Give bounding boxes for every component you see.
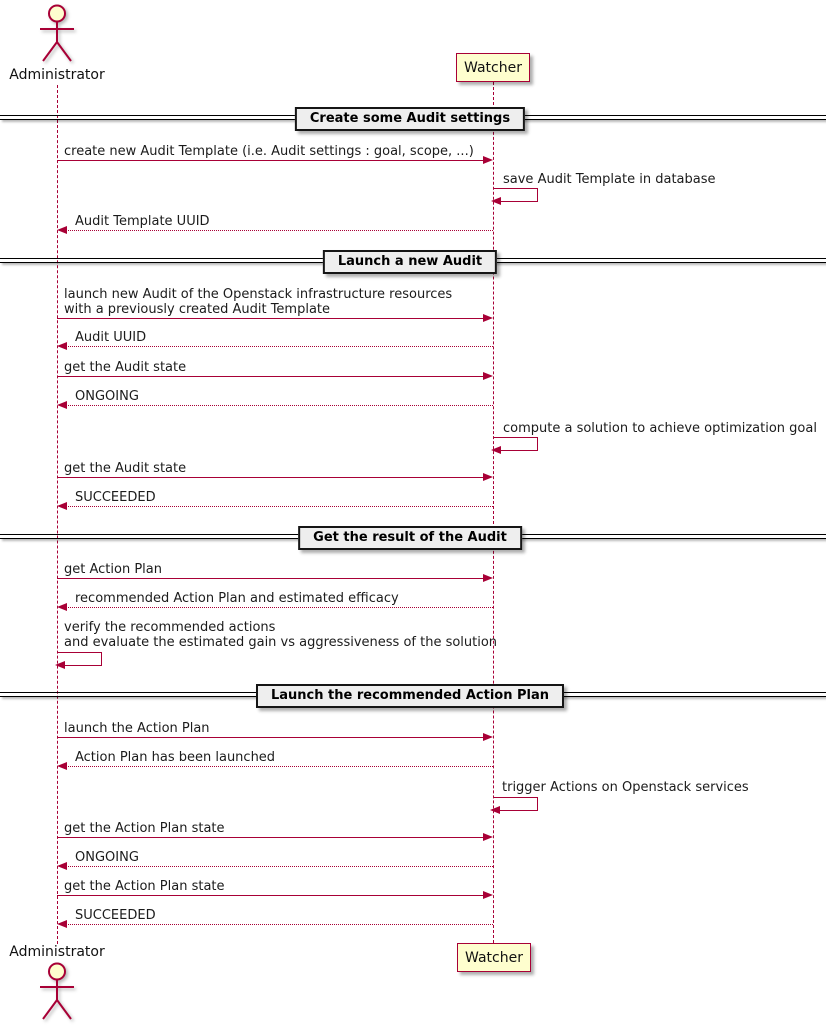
message-arrow <box>57 895 485 896</box>
message-arrow <box>57 737 485 738</box>
message-return-arrow <box>65 607 493 608</box>
divider-create-audit-settings: Create some Audit settings <box>295 107 525 131</box>
message-return-arrow <box>65 405 493 406</box>
message-label: trigger Actions on Openstack services <box>502 780 749 795</box>
message-arrow <box>57 376 485 377</box>
message-return-arrow <box>65 866 493 867</box>
watcher-label-top: Watcher <box>464 59 522 76</box>
arrowhead-left-icon <box>57 226 67 234</box>
arrowhead-left-icon <box>491 197 501 205</box>
message-label: launch new Audit of the Openstack infrastructure resources <box>64 287 453 302</box>
message-label: ONGOING <box>75 850 139 865</box>
arrowhead-left-icon <box>55 661 65 669</box>
administrator-actor-icon <box>35 3 79 65</box>
arrowhead-left-icon <box>57 603 67 611</box>
divider-launch-new-audit: Launch a new Audit <box>323 250 497 274</box>
arrowhead-left-icon <box>57 762 67 770</box>
divider-get-result-of-audit: Get the result of the Audit <box>298 526 522 550</box>
message-label: get the Action Plan state <box>64 879 225 894</box>
arrowhead-right-icon <box>483 473 493 481</box>
message-label: compute a solution to achieve optimization goal <box>503 421 817 436</box>
arrowhead-left-icon <box>490 806 500 814</box>
message-label: Audit UUID <box>75 330 147 345</box>
arrowhead-right-icon <box>483 833 493 841</box>
arrowhead-left-icon <box>57 342 67 350</box>
message-label: verify the recommended actions <box>64 620 276 635</box>
message-label: and evaluate the estimated gain vs aggressiveness of the solution <box>64 635 498 650</box>
message-label: get the Audit state <box>64 360 187 375</box>
message-return-arrow <box>65 924 493 925</box>
message-label: SUCCEEDED <box>75 908 156 923</box>
message-label: save Audit Template in database <box>503 172 716 187</box>
lifeline-administrator <box>57 85 58 944</box>
message-label: SUCCEEDED <box>75 490 156 505</box>
message-label: create new Audit Template (i.e. Audit settings : goal, scope, ...) <box>64 144 474 159</box>
message-label: launch the Action Plan <box>64 721 210 736</box>
message-return-arrow <box>65 506 493 507</box>
arrowhead-right-icon <box>483 891 493 899</box>
administrator-label-top: Administrator <box>9 67 105 83</box>
participant-watcher-top <box>456 53 530 82</box>
message-label: get the Action Plan state <box>64 821 225 836</box>
administrator-label-bottom: Administrator <box>9 944 105 960</box>
message-arrow <box>57 578 485 579</box>
message-label: get Action Plan <box>64 562 162 577</box>
message-label: Audit Template UUID <box>75 214 210 229</box>
arrowhead-left-icon <box>491 446 501 454</box>
arrowhead-right-icon <box>483 372 493 380</box>
arrowhead-left-icon <box>57 862 67 870</box>
message-arrow <box>57 477 485 478</box>
message-return-arrow <box>65 766 493 767</box>
arrowhead-right-icon <box>483 574 493 582</box>
message-arrow <box>57 160 485 161</box>
arrowhead-left-icon <box>57 502 67 510</box>
message-arrow <box>57 318 485 319</box>
watcher-label-bottom: Watcher <box>465 949 523 966</box>
arrowhead-left-icon <box>57 920 67 928</box>
administrator-actor-icon <box>35 961 79 1023</box>
message-return-arrow <box>65 346 493 347</box>
message-arrow <box>57 837 485 838</box>
message-label: Action Plan has been launched <box>75 750 276 765</box>
divider-launch-action-plan: Launch the recommended Action Plan <box>256 684 564 708</box>
arrowhead-right-icon <box>483 156 493 164</box>
message-label: get the Audit state <box>64 461 187 476</box>
arrowhead-right-icon <box>483 314 493 322</box>
message-label: ONGOING <box>75 389 139 404</box>
arrowhead-left-icon <box>57 401 67 409</box>
message-label: recommended Action Plan and estimated efficacy <box>75 591 399 606</box>
message-label: with a previously created Audit Template <box>64 302 331 317</box>
participant-watcher-bottom <box>457 943 531 972</box>
message-return-arrow <box>65 230 493 231</box>
arrowhead-right-icon <box>483 733 493 741</box>
